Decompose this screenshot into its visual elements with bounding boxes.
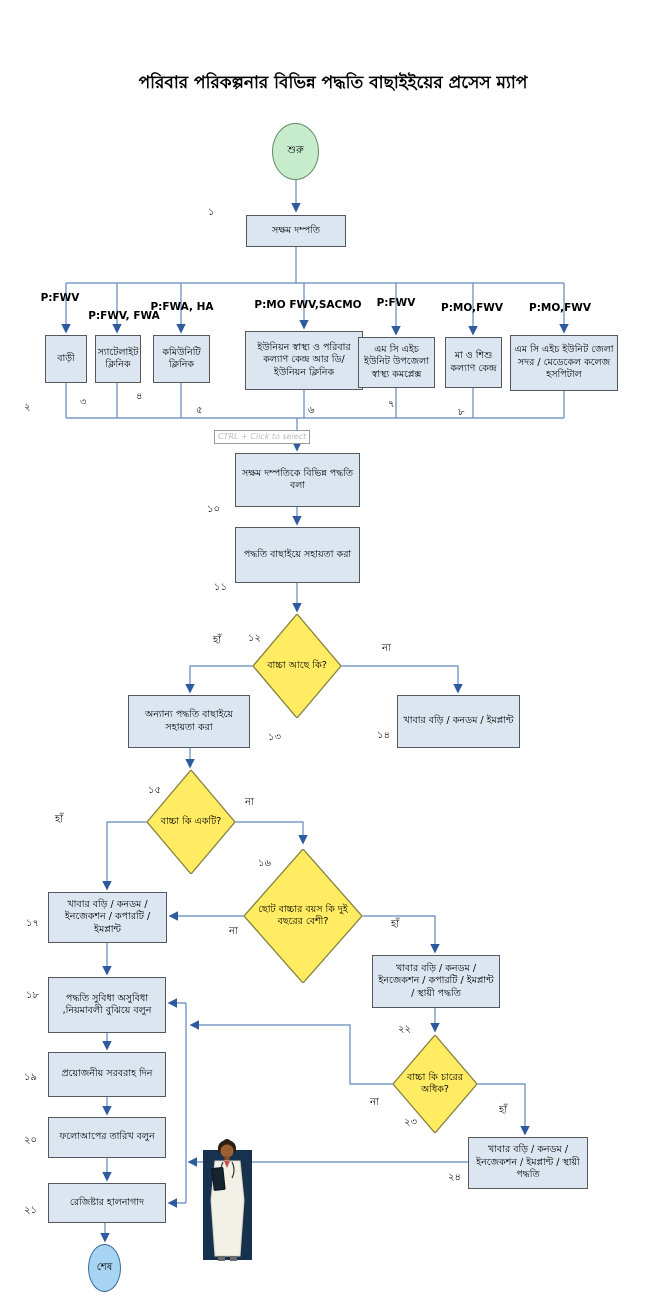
edge-label-yes: হাঁ [213, 635, 222, 646]
process-label: পদ্ধতি সুবিধা অসুবিধা ,নিয়মাবলী বুঝিয়ে বলুন [62, 992, 152, 1016]
start-node[interactable] [272, 123, 319, 180]
process-label: এম সি এইচ ইউনিট উপজেলা স্বাস্থ্য কমপ্লেক্স [364, 343, 429, 380]
process-label: রেজিষ্টার হালনাগাদ [69, 1196, 145, 1208]
process-label: খাবার বড়ি / কনডম / ইনজেকশন / কপারটি / ইমপ্লান্ট / স্থায়ী পদ্ধতি [378, 962, 494, 999]
step-number: ১৪ [377, 730, 390, 741]
step-number: ২২ [398, 1024, 412, 1035]
provider-label: P:FWV [376, 297, 416, 309]
end-node[interactable] [88, 1244, 121, 1292]
provider-label: P:MO,FWV [529, 302, 591, 314]
process-label: ইউনিয়ন স্বাস্থ্য ও পরিবার কল্যাণ কেন্দ্র আর ডি/ ইউনিয়ন ক্লিনিক [257, 341, 351, 378]
step-number: ১৮ [26, 990, 39, 1001]
process-box-satellite-clinic[interactable] [95, 335, 141, 383]
process-box-followup-date[interactable] [48, 1117, 166, 1158]
connector [191, 1025, 393, 1084]
decision-label: বাচ্চা আছে কি? [267, 660, 327, 672]
process-label: স্যাটেলাইট ক্লিনিক [97, 346, 139, 370]
process-box-methods-one-child[interactable] [48, 892, 167, 943]
edge-label-no: না [245, 797, 254, 808]
decision-has-children[interactable] [253, 614, 341, 718]
edge-label-no: না [382, 643, 391, 654]
step-number: ৪ [136, 391, 143, 402]
process-box-mother-child-centre[interactable] [445, 337, 502, 388]
shape-tooltip [214, 430, 310, 444]
edge-label-no: না [370, 1097, 379, 1108]
edge-label-yes: হাঁ [499, 1105, 508, 1116]
step-number: ১৩ [268, 732, 281, 743]
end-label: শেষ [96, 1261, 113, 1273]
provider-label: P:FWV [40, 292, 80, 304]
connector [235, 822, 303, 843]
process-box-mch-upazila[interactable] [358, 337, 435, 388]
process-box-methods-no-child[interactable] [397, 695, 520, 748]
step-number: ১৭ [26, 918, 39, 929]
process-box-home[interactable] [45, 335, 87, 383]
process-box-mch-district[interactable] [510, 335, 618, 391]
connector [107, 822, 147, 889]
step-number: ১৬ [258, 858, 271, 869]
female-health-worker-icon [201, 1138, 254, 1264]
connector [190, 666, 253, 692]
process-box-community-clinic[interactable] [153, 335, 210, 383]
process-label: খাবার বড়ি / কনডম / ইনজেকশন / কপারটি / ইমপ্লান্ট [64, 898, 151, 935]
connector [341, 666, 458, 692]
provider-label: P:MO FWV,SACMO [254, 299, 362, 311]
process-label: পদ্ধতি বাছাইয়ে সহায়তা করা [243, 548, 352, 560]
decision-label: বাচ্চা কি একটি? [160, 816, 222, 828]
step-number: ৮ [458, 407, 465, 418]
process-label: এম সি এইচ ইউনিট জেলা সদর / মেডেকেল কলেজ হসপিটাল [514, 344, 614, 381]
step-number: ১২ [248, 633, 261, 644]
step-number: ১০ [207, 504, 220, 515]
process-box-eligible-couple[interactable] [246, 215, 346, 247]
provider-label: P:FWV, FWA [88, 310, 160, 322]
process-box-methods-older-child[interactable] [372, 955, 500, 1008]
process-label: খাবার বড়ি / কনডম / ইনজেকশন / ইমপ্লান্ট / স্থায়ী পদ্ধতি [476, 1144, 580, 1181]
process-box-methods-many-children[interactable] [468, 1137, 588, 1189]
process-label: সক্ষম দম্পতিকে বিভিন্ন পদ্ধতি বলা [241, 467, 354, 491]
step-number: ২ [24, 402, 31, 413]
tooltip-text: CTRL + Click to select [218, 432, 307, 441]
process-box-update-register[interactable] [48, 1183, 166, 1223]
process-label: ফলোআপের তারিখ বলুন [59, 1131, 155, 1143]
process-box-give-supplies[interactable] [48, 1052, 166, 1097]
process-box-union-clinic[interactable] [245, 331, 363, 390]
step-number: ৬ [308, 405, 315, 416]
process-label: সক্ষম দম্পতি [271, 224, 321, 236]
edge-label-no: না [229, 926, 238, 937]
process-box-explain-rules[interactable] [48, 977, 166, 1033]
step-number: ৩ [80, 397, 87, 408]
page-title: পরিবার পরিকল্পনার বিভিন্ন পদ্ধতি বাছাইইয়ের প্রসেস ম্যাপ [138, 73, 528, 93]
step-number: ২০ [24, 1135, 38, 1146]
process-label: প্রয়োজনীয় সরবরাহ দিন [61, 1068, 153, 1080]
step-number: ৫ [196, 405, 203, 416]
process-label: খাবার বড়ি / কনডম / ইমপ্লান্ট [403, 715, 514, 727]
process-box-help-select[interactable] [235, 527, 360, 583]
provider-label: P:FWA, HA [150, 301, 214, 313]
step-number: ২১ [24, 1205, 37, 1216]
edge-label-yes: হাঁ [391, 919, 400, 930]
step-number: ৭ [388, 399, 395, 410]
edge-label-yes: হাঁ [55, 814, 64, 825]
step-number: ১ [208, 207, 215, 218]
process-label: মা ও শিশু কল্যাণ কেন্দ্র [450, 350, 497, 374]
process-label: অন্যান্য পদ্ধতি বাছাইয়ে সহায়তা করা [144, 709, 234, 733]
process-label: কমিউনিটি ক্লিনিক [162, 346, 201, 370]
step-number: ১৯ [24, 1072, 37, 1083]
step-number: ২৩ [404, 1117, 418, 1128]
step-number: ১৫ [148, 785, 161, 796]
provider-label: P:MO,FWV [441, 302, 503, 314]
process-label: বাড়ী [57, 352, 75, 364]
decision-label: ছোট বাচ্চার বয়স কি দুই বছরের বেশী? [258, 904, 348, 927]
start-label: শুরু [287, 145, 304, 156]
step-number: ১১ [214, 582, 227, 593]
decision-label: বাচ্চা কি চারের অধিক? [407, 1072, 463, 1095]
process-box-help-select-other[interactable] [128, 695, 250, 748]
process-box-tell-methods[interactable] [235, 453, 360, 507]
step-number: ২৪ [448, 1172, 461, 1183]
